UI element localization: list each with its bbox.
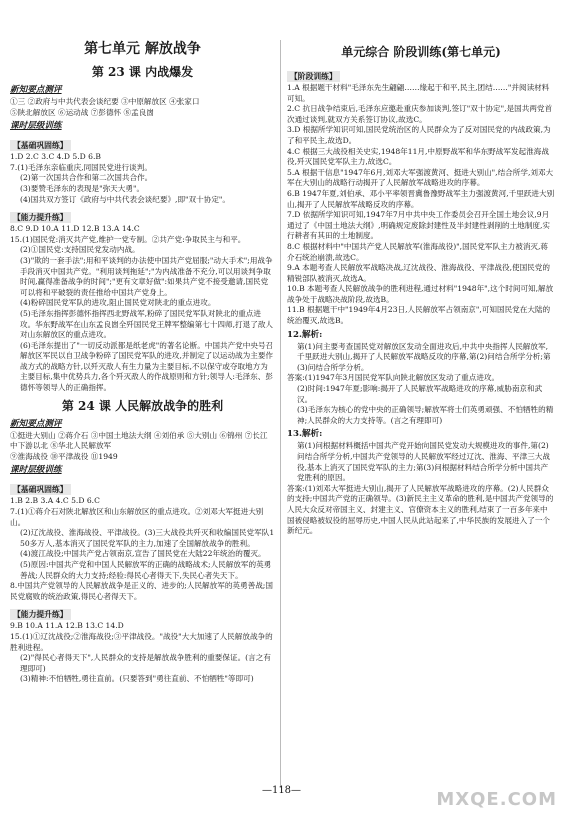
lesson23-jichu-line: (3)要赞毛泽东的表现是"弥天大勇"。 <box>20 183 145 193</box>
q13-line: 答案:(1)刘邓大军挺进大别山,揭开了人民解放军战略进攻的序幕。(2)人民群众的支持;中国共产党的正确领导。(3)新民主主义革命的胜利,是中国共产党领导的人民大众反对帝国主义、封建主义、官僚资本主义的胜利,结束了一百多年来中国被侵略被奴役的屈辱历史,中国人民从此站起来了,中华民族的发展进入了一个新纪元。 <box>287 483 554 536</box>
lesson24-neng-label: 【能力提升练】 <box>10 609 71 620</box>
lesson23-xzd-line: ⑤陕北解放区 ⑥运动战 ⑦彭德怀 ⑧孟良崮 <box>10 107 154 117</box>
lesson23-jichu-line: (4)国共双方签订《政府与中共代表会谈纪要》,即"双十协定"。 <box>20 194 230 204</box>
lesson24-jichu-line: (2)辽沈战役、淮海战役、平津战役。(3)三大战役共歼灭和收编国民党军队150多万人,基本消灭了国民党军队的主力,加速了全国解放战争的胜利。 <box>20 528 275 548</box>
left-column <box>10 40 275 685</box>
q12-line: 第(1)问主要考查国民党对解放区发动全面进攻后,中共中央指挥人民解放军,千里跃进大别山,揭开了人民解放军战略反攻的序幕,第(2)问结合所学分析;第(3)问结合所学分析。 <box>297 341 551 372</box>
answer-line: 4.C 根据三大战役相关史实,1948年11月,中原野战军和华东野战军发起淮海战役,歼灭国民党军队主力,故选C。 <box>287 146 549 167</box>
answer-line: 3.D 根据所学知识可知,国民党统治区的人民群众为了反对国民党的内战政策,为了和平民主,故选D。 <box>287 125 551 145</box>
answer-line: 2.C 抗日战争结束后,毛泽东应邀赴重庆参加谈判,签订"双十协定",是国共两党首次通过谈判,就双方关系签订协议,故选C。 <box>287 104 553 124</box>
q12-label: 12.解析: <box>287 329 323 340</box>
column-divider <box>280 40 281 788</box>
q12-line: (3)毛泽东为核心的党中央的正确领导;解放军将士们英勇顽强、不怕牺牲的精神;人民群众的大力支持等。(言之有理即可) <box>297 405 554 425</box>
lesson24-neng-line: (2)"得民心者得天下",人民群众的支持是解放战争胜利的重要保证。(言之有理即可) <box>20 653 271 673</box>
lesson23-kszd-label: 课时层级训练 <box>10 121 62 132</box>
lesson24-jichu-line: (4)渡江战役;中国共产党占领南京,宣告了国民党在大陆22年统治的覆灭。 <box>20 549 266 559</box>
answer-line: 9.A 本题考查人民解放军战略决战,辽沈战役、淮海战役、平津战役,使国民党的精锐部队被消灭,故选A。 <box>287 263 550 283</box>
lesson23-jichu-line: 7.(1)毛泽东亲临重庆,同国民党进行谈判。 <box>10 162 152 172</box>
answer-line: 1.A 根据题干材料"毛泽东先生翩翩……缘起于和平,民主,团结……"并阅读材料可知。 <box>287 83 550 103</box>
q13-line: 第(1)问根据材料概括中国共产党开始向国民党发动大规模进攻的事件,第(2)问结合所学分析,中国共产党领导的人民解放军经过辽沈、淮海、平津三大战役,基本上消灭了国民党军队的主力;第(3)问根据材料结合所学分析中国共产党胜利的原因。 <box>297 441 551 483</box>
lesson23-neng-line: (2)①国民党:支持国民党发动内战。 <box>20 245 140 255</box>
lesson23-jichu-label: 【基础巩固练】 <box>10 140 71 151</box>
lesson23-jichu-line: (2)第一次国共合作和第二次国共合作。 <box>20 173 153 183</box>
answer-line: 8.C 根据材料中"中国共产党人民解放军(淮海战役)",国民党军队主力被消灭,蒋介石统治崩溃,故选C。 <box>287 241 549 262</box>
answer-line: 11.B 根据题干中"1949年4月23日,人民解放军占领南京",可知国民党在大陆的统治覆灭,故选B。 <box>287 305 551 326</box>
lesson23-neng-line: (4)粉碎国民党军队的进攻,阻止国民党对陕北的重点进攻。 <box>20 298 216 308</box>
page-number: —118— <box>261 785 302 796</box>
lesson24-neng-line: (3)精神:不怕牺牲,勇往直前。(只要答到"勇往直前、不怕牺牲"等即可) <box>20 674 254 684</box>
q12-line: 答案:(1)1947年3月国民党军队向陕北解放区发动了重点进攻。 <box>287 373 500 383</box>
lesson24-xzd-line: ⑨淮海战役 ⑩平津战役 ⑪1949 <box>10 451 118 461</box>
lesson24-jichu-label: 【基础巩固练】 <box>10 484 71 495</box>
stage-training-label: 【阶段训练】 <box>287 71 340 82</box>
q12-line: (2)时间:1947年夏;影响:揭开了人民解放军战略进攻的序幕,威胁南京和武汉。 <box>297 384 543 404</box>
lesson23-xzd-label: 新知要点测评 <box>10 85 62 95</box>
lesson24-neng-line: 15.(1)①辽沈战役;②淮海战役;③平津战役。"战役"大大加速了人民解放战争的胜利进程。 <box>10 631 273 652</box>
lesson23-neng-line: (6)毛泽东提出了"一切反动派都是纸老虎"的著名论断。中国共产党中央号召解放区军民以自卫战争粉碎了国民党军队的进攻,并制定了以运动战为主要作战方式的战略方针,以歼灭敌人有生力量为主要目标,不以保守或夺取地方为主要目标,集中优势兵力,各个歼灭敌人的作战原则和方针;领导人:毛泽东、彭德怀等领导人的正确指挥。 <box>20 340 274 393</box>
lesson23-neng-line: (3)"欺的一套手法";用和平谈判的办法使中国共产党屈服;"动大手术";用战争手段消灭中国共产党。"利用谈判拖延";"为内战准备不充分,可以用谈判争取时间,赢得准备战争的时间";"更有文章好做":如果共产党不接受邀请,国民党可以将和平破裂的责任推给中国共产党身上。 <box>20 255 273 297</box>
lesson24-jichu-line: 7.(1)①蒋介石对陕北解放区和山东解放区的重点进攻。②刘邓大军挺进大别山。 <box>10 507 264 527</box>
lesson24-xzd-line: ①挺进大别山 ②蒋介石 ③中国土地法大纲 ④刘伯承 ⑤大别山 ⑥锦州 ⑦长江中下游以北 ⑧华北人民解放军 <box>10 430 268 451</box>
lesson23-jichu-line: 1.D 2.C 3.C 4.D 5.D 6.B <box>10 152 102 162</box>
answer-line: 5.A 根据干信息"1947年6月,刘邓大军强渡黄河、挺进大别山",结合所学,刘邓大军在大别山的战略行动揭开了人民解放军战略进攻的序幕。 <box>287 167 554 188</box>
lesson23-neng-line: 8.C 9.D 10.A 11.D 12.B 13.A 14.C <box>10 224 140 234</box>
lesson23-title: 第 23 课 内战爆发 <box>91 65 194 79</box>
unit-title: 第七单元 解放战争 <box>84 41 201 57</box>
q13-label: 13.解析: <box>287 429 323 440</box>
answer-line: 7.D 依据所学知识可知,1947年7月中共中央工作委员会召开全国土地会议,9月通过了《中国土地法大纲》,明确规定废除封建性及半封建性剥削的土地制度,实行耕者有其田的土地制度。 <box>287 210 551 241</box>
lesson23-neng-label: 【能力提升练】 <box>10 212 71 223</box>
spacer <box>287 537 555 539</box>
watermark-logo: MXQE.COM <box>436 789 557 810</box>
lesson24-neng-line: 9.B 10.A 11.A 12.B 13.C 14.D <box>10 621 124 631</box>
unit-review-title: 单元综合 阶段训练(第七单元) <box>341 45 501 59</box>
lesson23-neng-line: 15.(1)国民党:消灭共产党,维护一党专制。②共产党:争取民主与和平。 <box>10 234 246 244</box>
lesson24-jichu-line: 1.B 2.B 3.A 4.C 5.D 6.C <box>10 496 100 506</box>
lesson24-xzd-label: 新知要点测评 <box>10 418 62 429</box>
lesson24-jichu-line: 8.中国共产党领导的人民解放战争是正义的、进步的;人民解放军的英勇善战;国民党腐败的统治政策,得民心者得天下。 <box>10 581 273 601</box>
lesson23-neng-line: (5)毛泽东指挥彭德怀指挥西北野战军,粉碎了国民党军队对陕北的重点进攻。华东野战军在山东孟良崮全歼国民党王牌军整编第七十四师,打退了敌人对山东解放区的重点进攻。 <box>20 308 274 340</box>
lesson23-xzd-line: ①三 ②政府与中共代表会谈纪要 ③中原解放区 ④张家口 <box>10 97 200 106</box>
right-column <box>287 40 555 539</box>
lesson24-kszd-label: 课时层级训练 <box>10 465 62 476</box>
lesson24-jichu-line: (5)原因:中国共产党和中国人民解放军的正确的战略战术;人民解放军的英勇善战;人民群众的大力支持;经验:得民心者得天下,失民心者失天下。 <box>20 560 272 580</box>
lesson24-title: 第 24 课 人民解放战争的胜利 <box>61 398 224 413</box>
answer-line: 6.B 1947年夏,刘伯承、邓小平率领晋冀鲁豫野战军主力强渡黄河,千里跃进大别山,揭开了人民解放军战略反攻的序幕。 <box>287 188 555 209</box>
answer-line: 10.B 本题考查人民解放战争的胜利进程,通过材料"1948年",这个时间可知,解放战争处于战略决战阶段,故选B。 <box>287 284 554 304</box>
